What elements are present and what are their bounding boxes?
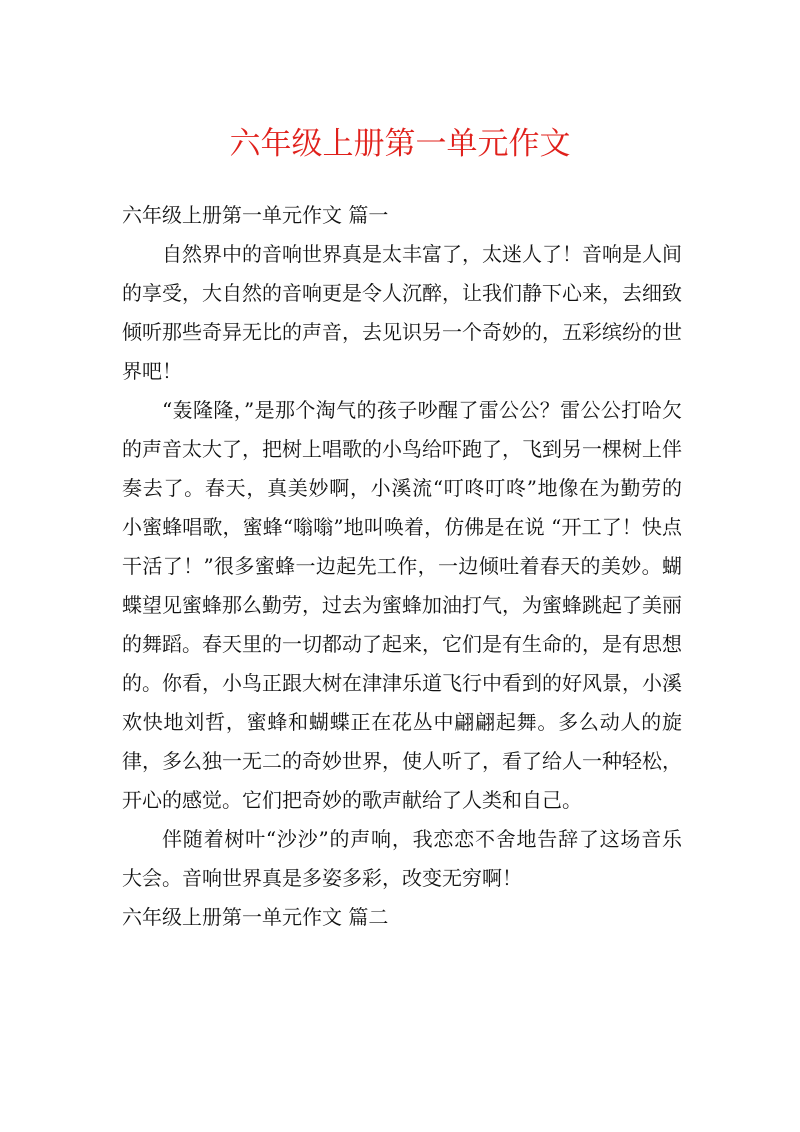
section-heading: 六年级上册第一单元作文 篇二 bbox=[122, 905, 389, 929]
section-heading: 六年级上册第一单元作文 篇一 bbox=[122, 203, 389, 227]
document-body bbox=[122, 196, 682, 937]
section-2 bbox=[122, 898, 682, 937]
paragraph: 伴随着树叶“沙沙”的声响，我恋恋不舍地告辞了这场音乐大会。音响世界真是多姿多彩，改变无穷啊！ bbox=[122, 827, 682, 890]
section-1 bbox=[122, 196, 682, 898]
paragraph: 自然界中的音响世界真是太丰富了，太迷人了！音响是人间的享受，大自然的音响更是令人沉醉，让我们静下心来，去细致倾听那些奇异无比的声音，去见识另一个奇妙的，五彩缤纷的世界吧！ bbox=[122, 242, 682, 383]
paragraph: “轰隆隆，”是那个淘气的孩子吵醒了雷公公？雷公公打哈欠的声音太大了，把树上唱歌的小鸟给吓跑了，飞到另一棵树上伴奏去了。春天，真美妙啊，小溪流“叮咚叮咚”地像在为勤劳的小蜜蜂唱歌，蜜蜂“嗡嗡”地叫唤着，仿佛是在说 “开工了！快点干活了！”很多蜜蜂一边起先工作，一边倾吐着春天的美妙。蝴蝶望见蜜蜂那么勤劳，过去为蜜蜂加油打气，为蜜蜂跳起了美丽的舞蹈。春天里的一切都动了起来，它们是有生命的，是有思想的。你看，小鸟正跟大树在津津乐道飞行中看到的好风景，小溪欢快地刘哲，蜜蜂和蝴蝶正在花丛中翩翩起舞。多么动人的旋律，多么独一无二的奇妙世界，使人听了，看了给人一种轻松，开心的感觉。它们把奇妙的歌声献给了人类和自己。 bbox=[122, 398, 682, 812]
document-title: 六年级上册第一单元作文 bbox=[229, 126, 571, 162]
